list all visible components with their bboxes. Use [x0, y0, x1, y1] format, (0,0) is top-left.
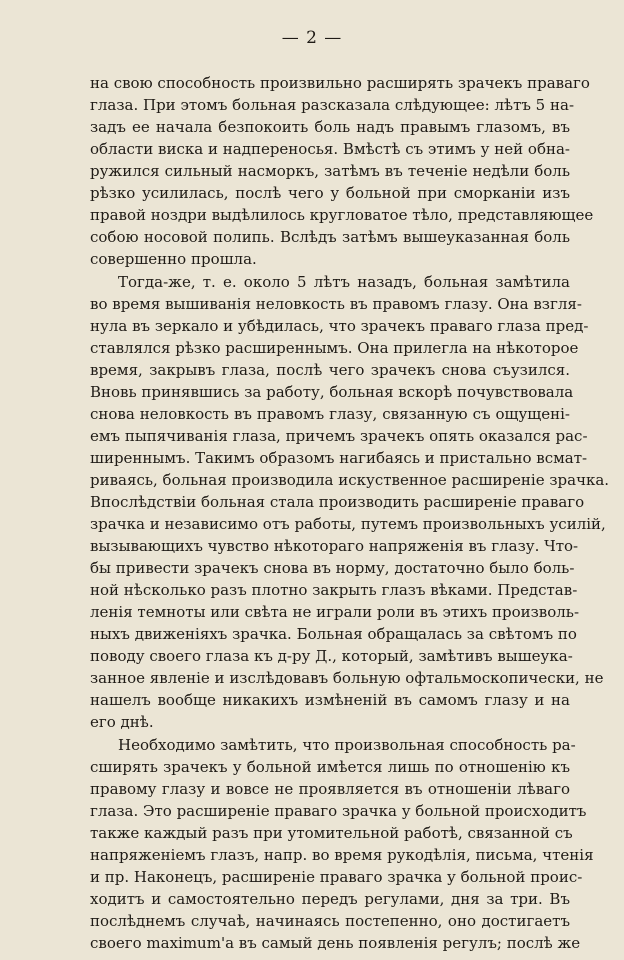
text-line: напряженіемъ глазъ, напр. во время рукодѣлія, письма, чтенія	[90, 846, 594, 864]
text-line: глаза. Это расширеніе праваго зрачка у больной происходитъ	[90, 802, 587, 820]
text-line: послѣднемъ случаѣ, начинаясь постепенно, оно достигаетъ	[90, 912, 570, 930]
text-line: задъ ее начала безпокоить боль надъ правымъ глазомъ, въ	[90, 118, 570, 136]
text-line: и пр. Наконецъ, расширеніе праваго зрачка у больной проис-	[90, 868, 583, 886]
text-line: Впослѣдствіи больная стала производить расширеніе праваго	[90, 493, 585, 511]
text-line: зрачка и независимо отъ работы, путемъ произвольныхъ усилій,	[90, 515, 606, 533]
page-number: — 2 —	[281, 28, 343, 48]
text-line: бы привести зрачекъ снова въ норму, достаточно было боль-	[90, 559, 575, 577]
text-line: ной нѣсколько разъ плотно закрыть глазъ вѣками. Представ-	[90, 581, 578, 599]
text-line: рѣзко усилилась, послѣ чего у больной при сморканіи изъ	[90, 184, 570, 202]
text-line: области виска и надпереносья. Вмѣстѣ съ этимъ у ней обна-	[90, 140, 570, 158]
text-line: вызывающихъ чувство нѣкотораго напряженія въ глазу. Что-	[90, 537, 579, 555]
text-line: ставлялся рѣзко расширеннымъ. Она прилегла на нѣкоторое	[90, 339, 579, 357]
text-line: ходитъ и самостоятельно передъ регулами, дня за три. Въ	[90, 890, 570, 908]
text-line: Необходимо замѣтить, что произвольная способность ра-	[118, 736, 576, 754]
text-line: правой ноздри выдѣлилось кругловатое тѣло, представляющее	[90, 206, 594, 224]
text-line: емъ пыпячиванія глаза, причемъ зрачекъ опять оказался рас-	[90, 427, 588, 445]
text-line: поводу своего глаза къ д-ру Д., который, замѣтивъ вышеука-	[90, 647, 573, 665]
text-line: снова неловкость въ правомъ глазу, связанную съ ощущені-	[90, 405, 570, 423]
text-line: собою носовой полипь. Вслѣдъ затѣмъ вышеуказанная боль	[90, 228, 570, 246]
text-line: ружился сильный насморкъ, затѣмъ въ теченіе недѣли боль	[90, 162, 570, 180]
text-line: также каждый разъ при утомительной работѣ, связанной съ	[90, 824, 573, 842]
text-line: ленія темноты или свѣта не играли роли въ этихъ произволь-	[90, 603, 580, 621]
text-line: занное явленіе и изслѣдовавъ больную офтальмоскопически, не	[90, 669, 604, 687]
text-line: глаза. При этомъ больная разсказала слѣдующее: лѣтъ 5 на-	[90, 96, 575, 114]
text-line: ширеннымъ. Такимъ образомъ нагибаясь и пристально всмат-	[90, 449, 588, 467]
text-line: своего maximum'a въ самый день появленія регулъ; послѣ же	[90, 934, 581, 952]
text-line: риваясь, больная производила искуственное расширеніе зрачка.	[90, 471, 610, 489]
text-line: Тогда-же, т. е. около 5 лѣтъ назадъ, больная замѣтила	[118, 273, 570, 291]
text-line: нула въ зеркало и убѣдилась, что зрачекъ праваго глаза пред-	[90, 317, 589, 335]
text-line: ныхъ движеніяхъ зрачка. Больная обращалась за свѣтомъ по	[90, 625, 577, 643]
text-line: во время вышиванія неловкость въ правомъ глазу. Она взгля-	[90, 295, 582, 313]
text-line: совершенно прошла.	[90, 250, 257, 268]
text-line: его днѣ.	[90, 713, 154, 731]
text-line: Вновь принявшись за работу, больная вскорѣ почувствовала	[90, 383, 574, 401]
text-line: сширять зрачекъ у больной имѣется лишь по отношенію къ	[90, 758, 570, 776]
text-line: время, закрывъ глаза, послѣ чего зрачекъ снова съузился.	[90, 361, 570, 379]
text-line: правому глазу и вовсе не проявляется въ отношеніи лѣваго	[90, 780, 570, 798]
text-line: нашелъ вообще никакихъ измѣненій въ самомъ глазу и на	[90, 691, 570, 709]
text-line: на свою способность произвильно расширять зрачекъ праваго	[90, 74, 590, 92]
